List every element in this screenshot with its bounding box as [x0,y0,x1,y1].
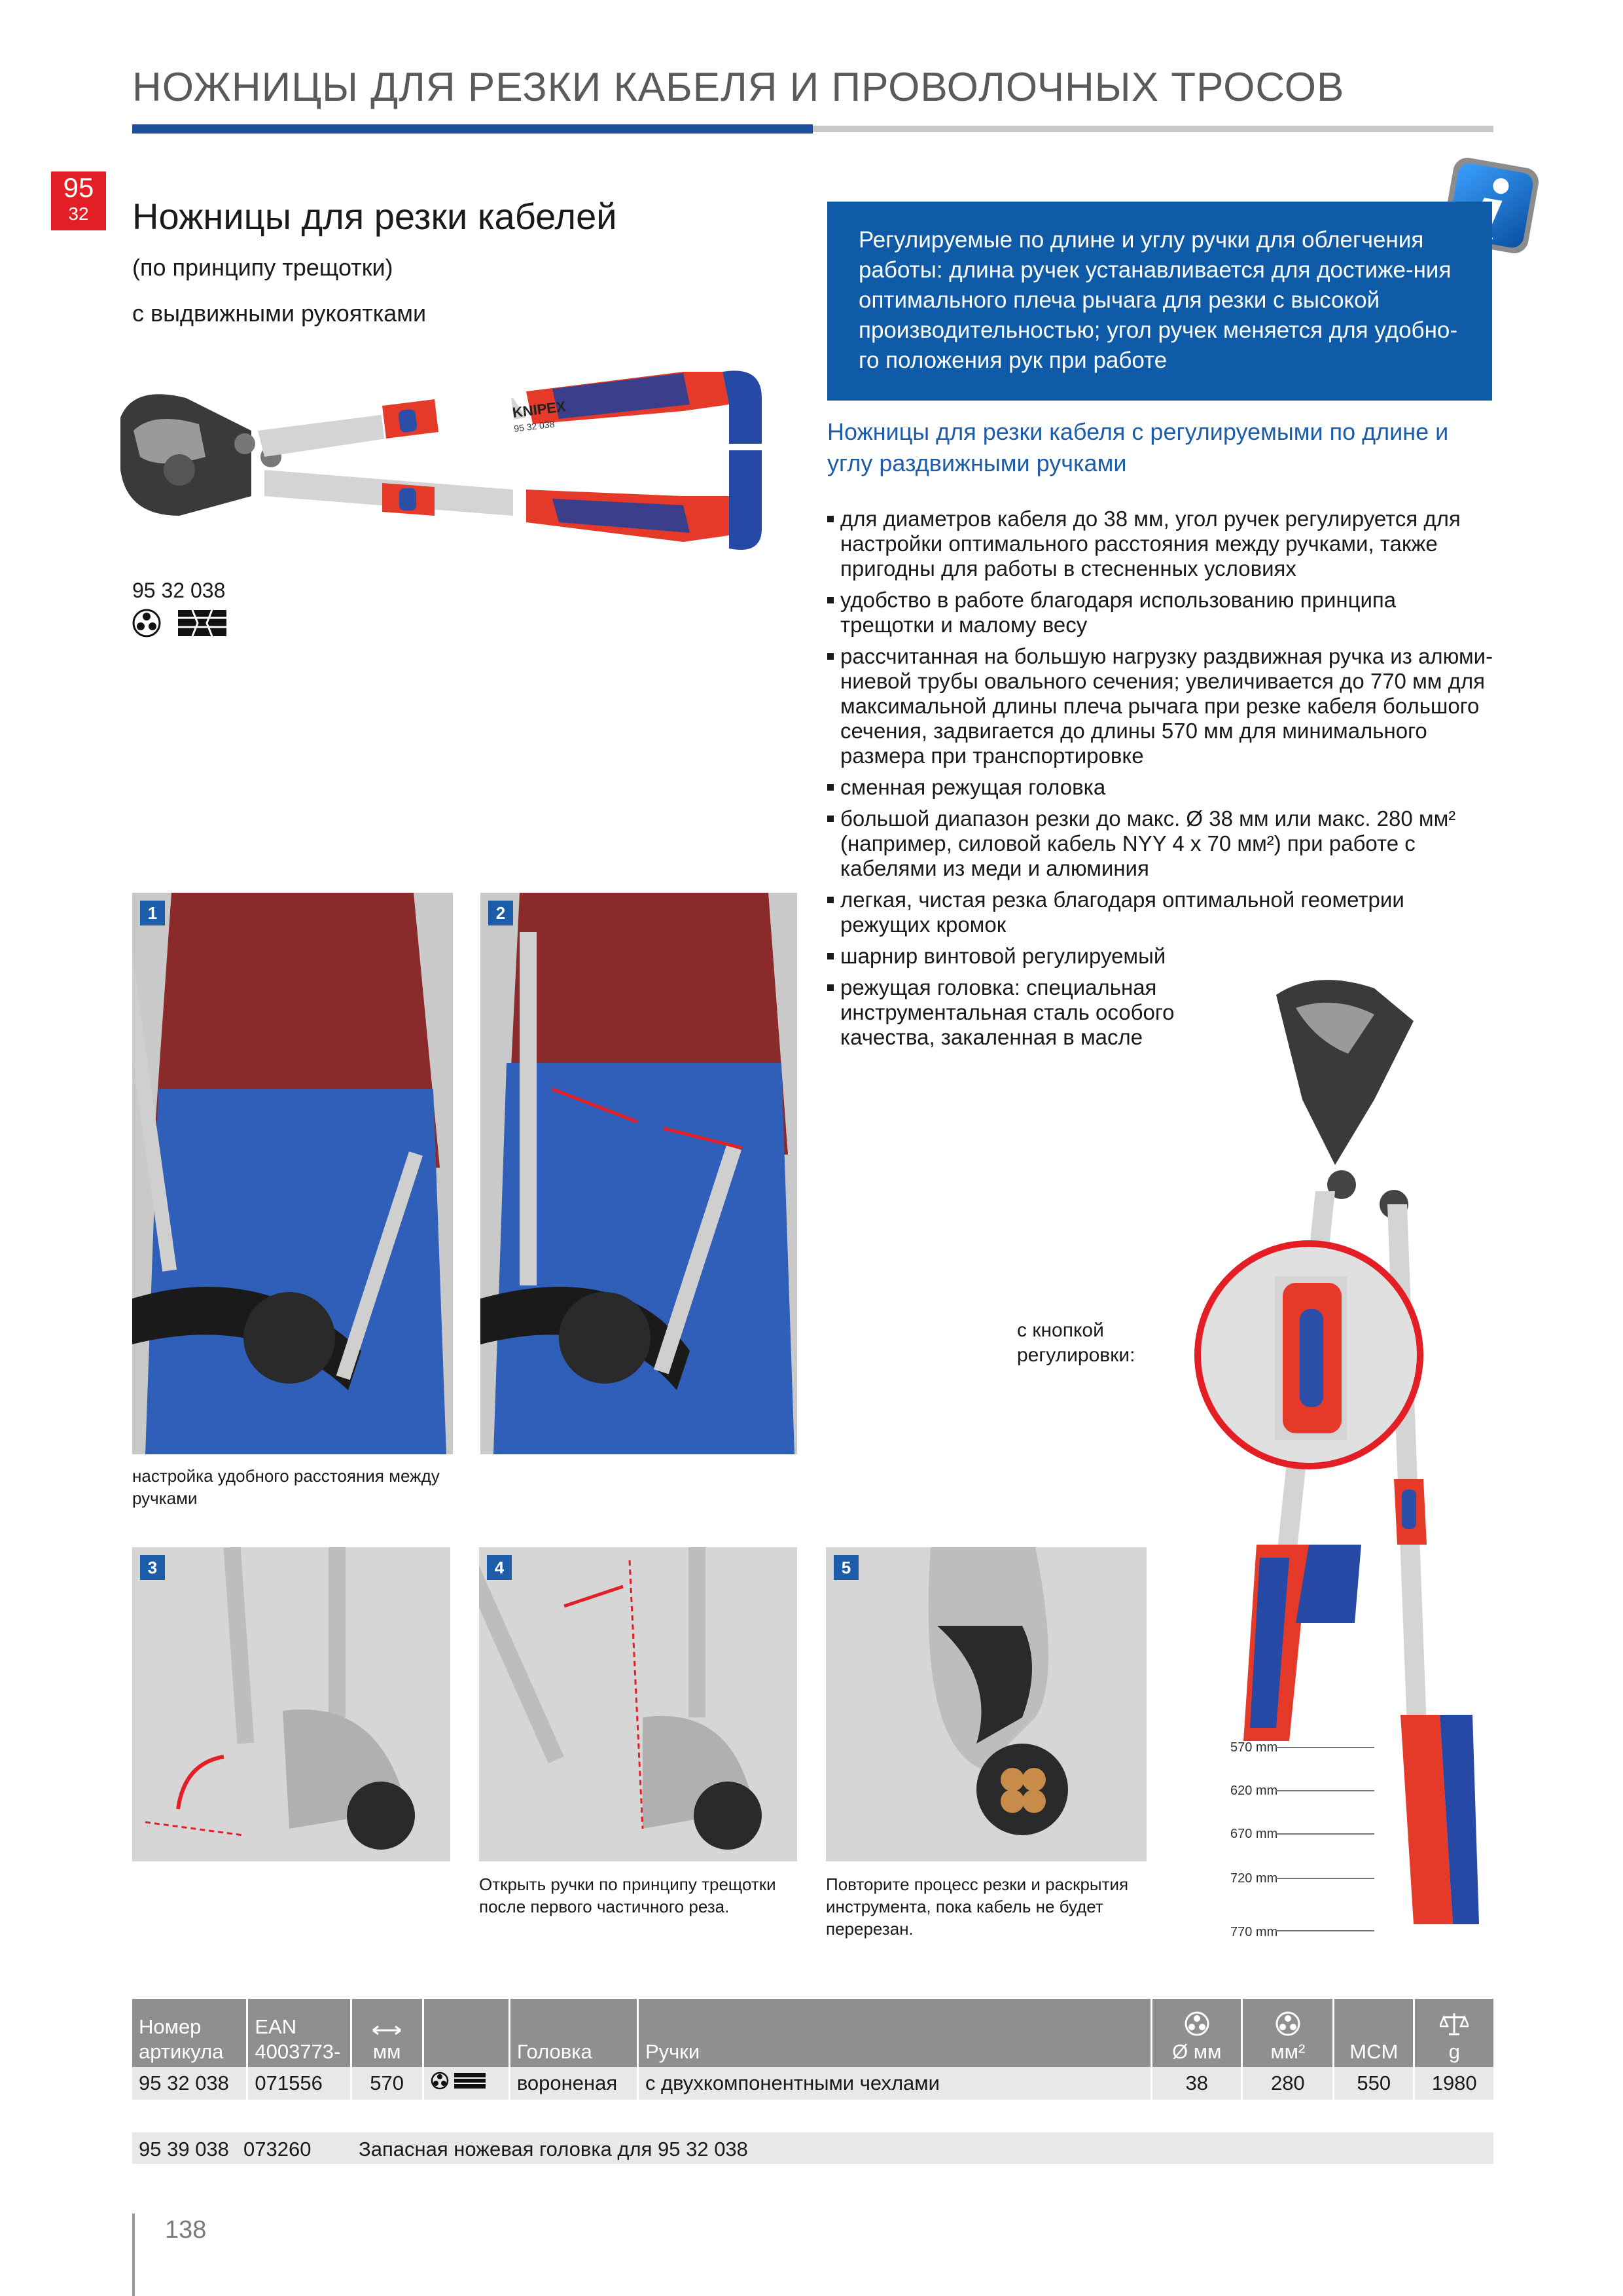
cell-icons [423,2067,509,2100]
col-icons [423,1999,509,2067]
section-major: 95 [63,172,94,203]
col-length [351,1999,423,2067]
photo-step-2-number: 2 [488,901,513,925]
feature-item: шарнир винтовой регулируемый [827,944,1495,969]
cell-diameter: 38 [1152,2067,1242,2100]
cell-handles: с двухкомпонентными чехлами [637,2067,1151,2100]
row-feature-icons [431,2071,490,2090]
table-row [132,2067,1493,2100]
product-feature-icons [132,607,237,640]
scale-icon [1440,2011,1469,2037]
cable-area-icon [1275,2011,1301,2037]
cell-ean: 071556 [247,2067,351,2100]
product-subtitle: (по принципу трещотки) [132,254,393,281]
length-mark: 670 mm [1230,1827,1278,1841]
tool-brand-label: KNIPEX [511,398,567,421]
col-weight-label: g [1448,2040,1460,2063]
caption-step-4: Открыть ручки по принципу трещотки после первого частичного реза. [479,1874,776,1916]
product-image-cutter [107,359,808,581]
article-number: 95 32 038 [132,579,226,602]
cell-length: 570 [351,2067,423,2100]
photo-step-4-number: 4 [487,1555,512,1580]
tool-code-label: 95 32 038 [513,418,556,434]
col-weight [1414,1999,1493,2067]
caption-steps-1-2: настройка удобного расстояния между ручками [132,1466,440,1508]
header-rule-blue [132,124,813,134]
col-diameter-label: Ø мм [1172,2040,1222,2063]
page-header-title: НОЖНИЦЫ ДЛЯ РЕЗКИ КАБЕЛЯ И ПРОВОЛОЧНЫХ ТРОСОВ [132,65,1345,110]
spare-part-row [132,2132,1493,2164]
info-box-text: Регулируемые по длине и углу ручки для облегчения работы: длина ручек устанавливается для достиже-ния оптимального плеча рычага для резки с высокой производительностью; угол ручек меняется для удобно-го положения рук при работе [859,227,1458,373]
spec-table-header-row [132,1999,1493,2067]
feature-item: для диаметров кабеля до 38 мм, угол ручек регулируется для настройки оптимального расстояния между ручками, также пригодны для работы в стесненных условиях [827,507,1495,581]
col-article: Номер артикула [132,1999,247,2067]
photo-step-1 [132,893,453,1454]
feature-item: легкая, чистая резка благодаря оптимальной геометрии режущих кромок [827,888,1495,937]
photo-step-4 [479,1547,797,1861]
features-heading: Ножницы для резки кабеля с регулируемыми по длине и углу раздвижными ручками [827,418,1449,476]
photo-step-5-image [826,1547,1147,1861]
col-diameter [1152,1999,1242,2067]
col-head: Головка [509,1999,637,2067]
spare-article: 95 39 038 [139,2138,229,2161]
spec-table [132,1999,1493,2100]
photo-step-3 [132,1547,450,1861]
photo-step-3-number: 3 [140,1555,165,1580]
spare-ean: 073260 [243,2138,312,2161]
feature-item: удобство в работе благодаря использованию принципа трещотки и малому весу [827,588,1495,637]
product-image-tool-lengths [1178,969,1531,1964]
cell-article: 95 32 038 [132,2067,247,2100]
length-mark: 570 mm [1230,1740,1278,1755]
cell-mcm: 550 [1334,2067,1414,2100]
col-length-label: мм [372,2040,401,2063]
photo-step-1-number: 1 [140,901,165,925]
col-area [1242,1999,1334,2067]
cell-head: вороненая [509,2067,637,2100]
info-box [827,202,1492,401]
section-minor: 32 [68,204,89,224]
photo-step-4-image [479,1547,797,1861]
copper-aluminium-icon [178,610,226,636]
page-footer-rule [132,2214,135,2296]
photo-step-5 [826,1547,1147,1861]
section-badge [51,171,106,230]
photo-step-2 [480,893,797,1454]
feature-item: рассчитанная на большую нагрузку раздвижная ручка из алюми-ниевой трубы овального сечения; увеличивается до 770 мм для максимальной длины плеча рычага при резке кабеля большого сечения, задвигается до длины 570 мм для минимального размера при транспортировке [827,644,1495,768]
col-area-label: мм² [1270,2040,1306,2063]
photo-step-2-image [480,893,797,1454]
length-mark: 770 mm [1230,1925,1278,1939]
feature-item: большой диапазон резки до макс. Ø 38 мм или макс. 280 мм² (например, силовой кабель NYY 4 x 70 мм²) при работе с кабелями из меди и алюминия [827,806,1495,881]
caption-step-5: Повторите процесс резки и раскрытия инструмента, пока кабель не будет перерезан. [826,1874,1129,1939]
col-handles: Ручки [637,1999,1151,2067]
cell-weight: 1980 [1414,2067,1493,2100]
length-arrow-icon [370,2022,403,2038]
length-mark: 720 mm [1230,1871,1278,1886]
header-rule-grey [813,126,1493,132]
product-subtitle-2: с выдвижными рукоятками [132,300,427,327]
col-ean: EAN 4003773- [247,1999,351,2067]
cell-area: 280 [1242,2067,1334,2100]
feature-item: режущая головка: специальная инструментальная сталь особого качества, закаленная в масле [827,975,1207,1050]
length-mark: 620 mm [1230,1784,1278,1798]
spare-description: Запасная ножевая головка для 95 32 038 [359,2138,748,2161]
page-number: 138 [165,2216,207,2244]
cable-cross-section-icon [134,610,160,636]
photo-step-1-image [132,893,453,1454]
product-title: Ножницы для резки кабелей [132,196,617,237]
cable-diameter-icon [1184,2011,1210,2037]
adjust-button-note: с кнопкой регулировки: [1017,1319,1135,1366]
photo-step-5-number: 5 [834,1555,859,1580]
feature-item: сменная режущая головка [827,775,1495,800]
col-mcm: MCM [1334,1999,1414,2067]
photo-step-3-image [132,1547,450,1861]
